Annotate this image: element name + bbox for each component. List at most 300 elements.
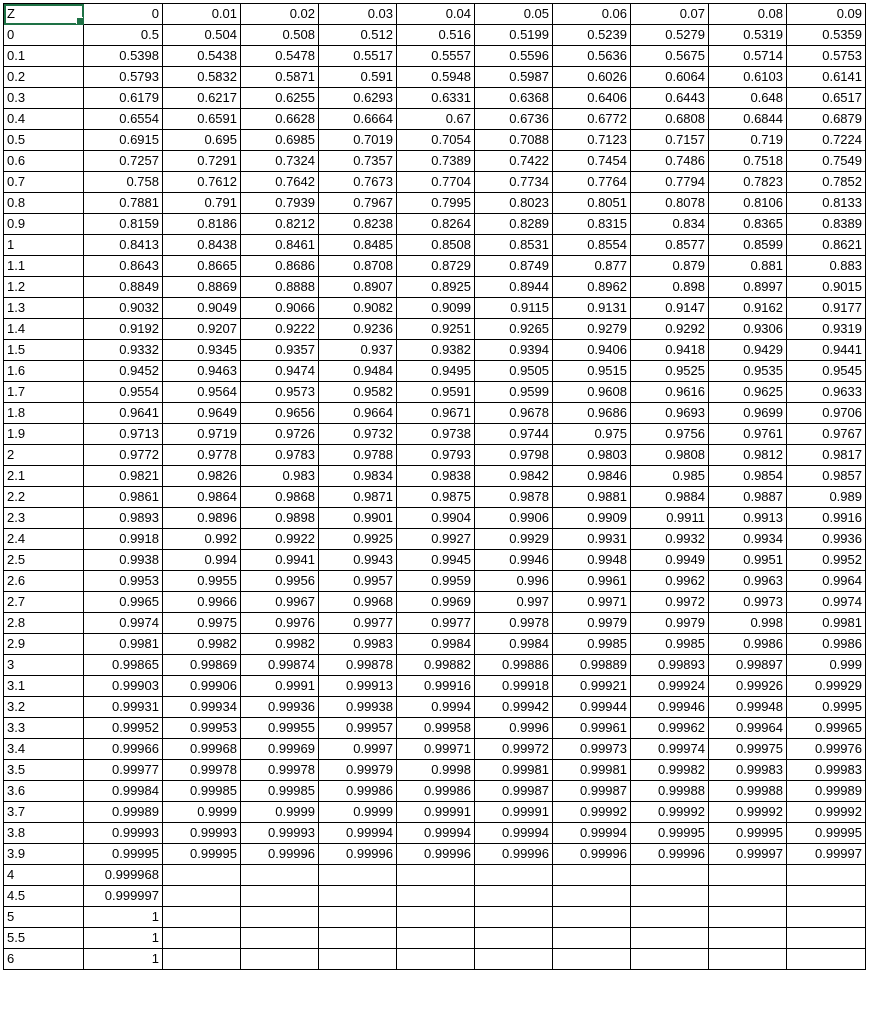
- z-value-cell[interactable]: 0: [4, 25, 84, 46]
- probability-cell[interactable]: 0.7054: [397, 130, 475, 151]
- probability-cell[interactable]: 0.504: [163, 25, 241, 46]
- probability-cell[interactable]: 0.9875: [397, 487, 475, 508]
- probability-cell[interactable]: 0.9881: [553, 487, 631, 508]
- z-value-cell[interactable]: 0.8: [4, 193, 84, 214]
- probability-cell[interactable]: 0.07: [631, 4, 709, 25]
- probability-cell[interactable]: 0.99957: [319, 718, 397, 739]
- z-value-cell[interactable]: 4.5: [4, 886, 84, 907]
- probability-cell[interactable]: 0.9265: [475, 319, 553, 340]
- probability-cell[interactable]: 0.9985: [553, 634, 631, 655]
- z-value-cell[interactable]: 1.1: [4, 256, 84, 277]
- probability-cell[interactable]: 0.99931: [84, 697, 163, 718]
- probability-cell[interactable]: 0.99996: [397, 844, 475, 865]
- probability-cell[interactable]: 0.99987: [553, 781, 631, 802]
- probability-cell[interactable]: 0.9783: [241, 445, 319, 466]
- probability-cell[interactable]: 0.99961: [553, 718, 631, 739]
- probability-cell[interactable]: 0.695: [163, 130, 241, 151]
- probability-cell[interactable]: 0.99906: [163, 676, 241, 697]
- probability-cell[interactable]: 0.7257: [84, 151, 163, 172]
- probability-cell[interactable]: 0.9945: [397, 550, 475, 571]
- probability-cell[interactable]: 0.9177: [787, 298, 866, 319]
- probability-cell[interactable]: 0.8849: [84, 277, 163, 298]
- probability-cell[interactable]: 0.7518: [709, 151, 787, 172]
- probability-cell[interactable]: 0.5319: [709, 25, 787, 46]
- probability-cell[interactable]: 0.8907: [319, 277, 397, 298]
- probability-cell[interactable]: 0.9066: [241, 298, 319, 319]
- probability-cell[interactable]: 0.9861: [84, 487, 163, 508]
- probability-cell[interactable]: 0.9817: [787, 445, 866, 466]
- probability-cell[interactable]: 0.5793: [84, 67, 163, 88]
- probability-cell[interactable]: 0.591: [319, 67, 397, 88]
- probability-cell[interactable]: 0.6985: [241, 130, 319, 151]
- probability-cell[interactable]: 0.9591: [397, 382, 475, 403]
- probability-cell[interactable]: 0.9984: [397, 634, 475, 655]
- probability-cell[interactable]: 0.99897: [709, 655, 787, 676]
- probability-cell[interactable]: 0.9545: [787, 361, 866, 382]
- probability-cell[interactable]: 0.5: [84, 25, 163, 46]
- probability-cell[interactable]: 0.9999: [241, 802, 319, 823]
- probability-cell[interactable]: 0.9418: [631, 340, 709, 361]
- probability-cell[interactable]: 0.9949: [631, 550, 709, 571]
- probability-cell[interactable]: 0.9441: [787, 340, 866, 361]
- probability-cell[interactable]: 0.9962: [631, 571, 709, 592]
- probability-cell[interactable]: 0.99986: [319, 781, 397, 802]
- probability-cell[interactable]: [397, 949, 475, 970]
- probability-cell[interactable]: 0.8264: [397, 214, 475, 235]
- probability-cell[interactable]: 0.9932: [631, 529, 709, 550]
- probability-cell[interactable]: 0.9599: [475, 382, 553, 403]
- probability-cell[interactable]: 0.8212: [241, 214, 319, 235]
- probability-cell[interactable]: [709, 949, 787, 970]
- probability-cell[interactable]: 0.99995: [84, 844, 163, 865]
- probability-cell[interactable]: 0.06: [553, 4, 631, 25]
- z-value-cell[interactable]: 2.1: [4, 466, 84, 487]
- z-value-cell[interactable]: 3.7: [4, 802, 84, 823]
- probability-cell[interactable]: 0.7389: [397, 151, 475, 172]
- probability-cell[interactable]: 0.99992: [709, 802, 787, 823]
- probability-cell[interactable]: 0.9049: [163, 298, 241, 319]
- probability-cell[interactable]: 0.6772: [553, 109, 631, 130]
- probability-cell[interactable]: [475, 886, 553, 907]
- probability-cell[interactable]: 0.9982: [163, 634, 241, 655]
- probability-cell[interactable]: 0.99977: [84, 760, 163, 781]
- probability-cell[interactable]: 0.8438: [163, 235, 241, 256]
- probability-cell[interactable]: 0.9099: [397, 298, 475, 319]
- probability-cell[interactable]: 0.99994: [397, 823, 475, 844]
- fill-handle[interactable]: [76, 17, 84, 25]
- z-value-cell[interactable]: 0.2: [4, 67, 84, 88]
- probability-cell[interactable]: [163, 928, 241, 949]
- probability-cell[interactable]: 0.8315: [553, 214, 631, 235]
- probability-cell[interactable]: 0.508: [241, 25, 319, 46]
- probability-cell[interactable]: 0.6443: [631, 88, 709, 109]
- probability-cell[interactable]: 0.8238: [319, 214, 397, 235]
- probability-cell[interactable]: 0.9974: [84, 613, 163, 634]
- probability-cell[interactable]: 0.8186: [163, 214, 241, 235]
- probability-cell[interactable]: 0.6179: [84, 88, 163, 109]
- probability-cell[interactable]: 0.6141: [787, 67, 866, 88]
- probability-cell[interactable]: [475, 907, 553, 928]
- probability-cell[interactable]: 0.9996: [475, 718, 553, 739]
- probability-cell[interactable]: 0.99886: [475, 655, 553, 676]
- probability-cell[interactable]: 0.9967: [241, 592, 319, 613]
- probability-cell[interactable]: 0.8888: [241, 277, 319, 298]
- probability-cell[interactable]: 0.9871: [319, 487, 397, 508]
- probability-cell[interactable]: 0.9906: [475, 508, 553, 529]
- probability-cell[interactable]: 1: [84, 928, 163, 949]
- probability-cell[interactable]: 0.9884: [631, 487, 709, 508]
- probability-cell[interactable]: 0.99995: [163, 844, 241, 865]
- probability-cell[interactable]: 0.9772: [84, 445, 163, 466]
- probability-cell[interactable]: 0.9738: [397, 424, 475, 445]
- probability-cell[interactable]: 0.994: [163, 550, 241, 571]
- probability-cell[interactable]: 0.6915: [84, 130, 163, 151]
- probability-cell[interactable]: 0.5753: [787, 46, 866, 67]
- probability-cell[interactable]: 0.9994: [397, 697, 475, 718]
- probability-cell[interactable]: 0.5987: [475, 67, 553, 88]
- probability-cell[interactable]: [787, 865, 866, 886]
- probability-cell[interactable]: 0.5478: [241, 46, 319, 67]
- probability-cell[interactable]: 0.9963: [709, 571, 787, 592]
- probability-cell[interactable]: 0.99995: [631, 823, 709, 844]
- probability-cell[interactable]: 0.03: [319, 4, 397, 25]
- z-value-cell[interactable]: 3.8: [4, 823, 84, 844]
- probability-cell[interactable]: 0.5832: [163, 67, 241, 88]
- probability-cell[interactable]: 0.8413: [84, 235, 163, 256]
- probability-cell[interactable]: 0: [84, 4, 163, 25]
- probability-cell[interactable]: 0.9251: [397, 319, 475, 340]
- probability-cell[interactable]: 0.7357: [319, 151, 397, 172]
- probability-cell[interactable]: 0.99869: [163, 655, 241, 676]
- probability-cell[interactable]: 0.9918: [84, 529, 163, 550]
- probability-cell[interactable]: 0.9976: [241, 613, 319, 634]
- probability-cell[interactable]: 0.99988: [631, 781, 709, 802]
- z-value-cell[interactable]: 1.3: [4, 298, 84, 319]
- probability-cell[interactable]: 0.9525: [631, 361, 709, 382]
- z-value-cell[interactable]: 3: [4, 655, 84, 676]
- probability-cell[interactable]: 0.99996: [475, 844, 553, 865]
- probability-cell[interactable]: 0.9616: [631, 382, 709, 403]
- probability-cell[interactable]: 0.99981: [475, 760, 553, 781]
- probability-cell[interactable]: 0.99952: [84, 718, 163, 739]
- probability-cell[interactable]: 0.9854: [709, 466, 787, 487]
- probability-cell[interactable]: 0.937: [319, 340, 397, 361]
- probability-cell[interactable]: [631, 949, 709, 970]
- probability-cell[interactable]: 0.9554: [84, 382, 163, 403]
- probability-cell[interactable]: 0.9934: [709, 529, 787, 550]
- probability-cell[interactable]: 0.9147: [631, 298, 709, 319]
- probability-cell[interactable]: [709, 865, 787, 886]
- probability-cell[interactable]: 0.9842: [475, 466, 553, 487]
- probability-cell[interactable]: 0.877: [553, 256, 631, 277]
- probability-cell[interactable]: [163, 907, 241, 928]
- probability-cell[interactable]: 0.02: [241, 4, 319, 25]
- probability-cell[interactable]: 0.99918: [475, 676, 553, 697]
- probability-cell[interactable]: 0.99992: [787, 802, 866, 823]
- probability-cell[interactable]: 0.9803: [553, 445, 631, 466]
- probability-cell[interactable]: 0.67: [397, 109, 475, 130]
- probability-cell[interactable]: 0.9913: [709, 508, 787, 529]
- probability-cell[interactable]: 0.8159: [84, 214, 163, 235]
- probability-cell[interactable]: 0.9864: [163, 487, 241, 508]
- probability-cell[interactable]: 0.9983: [319, 634, 397, 655]
- probability-cell[interactable]: 0.9981: [84, 634, 163, 655]
- probability-cell[interactable]: 0.8621: [787, 235, 866, 256]
- probability-cell[interactable]: 0.8485: [319, 235, 397, 256]
- probability-cell[interactable]: 0.99882: [397, 655, 475, 676]
- probability-cell[interactable]: 0.6517: [787, 88, 866, 109]
- probability-cell[interactable]: [319, 928, 397, 949]
- probability-cell[interactable]: 0.9834: [319, 466, 397, 487]
- probability-cell[interactable]: 0.6331: [397, 88, 475, 109]
- z-value-cell[interactable]: 2.6: [4, 571, 84, 592]
- probability-cell[interactable]: 0.9846: [553, 466, 631, 487]
- z-value-cell[interactable]: 0.3: [4, 88, 84, 109]
- probability-cell[interactable]: 0.5199: [475, 25, 553, 46]
- probability-cell[interactable]: 0.9719: [163, 424, 241, 445]
- probability-cell[interactable]: 0.9279: [553, 319, 631, 340]
- probability-cell[interactable]: 0.9965: [84, 592, 163, 613]
- probability-cell[interactable]: 0.9821: [84, 466, 163, 487]
- probability-cell[interactable]: 0.7764: [553, 172, 631, 193]
- probability-cell[interactable]: 0.9948: [553, 550, 631, 571]
- probability-cell[interactable]: 0.8708: [319, 256, 397, 277]
- probability-cell[interactable]: 0.99994: [319, 823, 397, 844]
- probability-cell[interactable]: 0.99946: [631, 697, 709, 718]
- probability-cell[interactable]: 0.99994: [475, 823, 553, 844]
- probability-cell[interactable]: 0.9986: [709, 634, 787, 655]
- probability-cell[interactable]: 0.7291: [163, 151, 241, 172]
- probability-cell[interactable]: [241, 865, 319, 886]
- probability-cell[interactable]: 0.5398: [84, 46, 163, 67]
- probability-cell[interactable]: 0.7324: [241, 151, 319, 172]
- probability-cell[interactable]: 0.9981: [787, 613, 866, 634]
- probability-cell[interactable]: 0.9974: [787, 592, 866, 613]
- z-value-cell[interactable]: 5: [4, 907, 84, 928]
- probability-cell[interactable]: 0.996: [475, 571, 553, 592]
- z-value-cell[interactable]: 2.9: [4, 634, 84, 655]
- probability-cell[interactable]: 0.834: [631, 214, 709, 235]
- probability-cell[interactable]: 0.5557: [397, 46, 475, 67]
- probability-cell[interactable]: 0.6736: [475, 109, 553, 130]
- probability-cell[interactable]: 0.9956: [241, 571, 319, 592]
- probability-cell[interactable]: 0.9979: [631, 613, 709, 634]
- probability-cell[interactable]: 0.99865: [84, 655, 163, 676]
- z-value-cell[interactable]: 1.5: [4, 340, 84, 361]
- probability-cell[interactable]: 0.9929: [475, 529, 553, 550]
- probability-cell[interactable]: 0.99991: [397, 802, 475, 823]
- probability-cell[interactable]: 0.08: [709, 4, 787, 25]
- probability-cell[interactable]: 0.6406: [553, 88, 631, 109]
- probability-cell[interactable]: 0.99976: [787, 739, 866, 760]
- probability-cell[interactable]: 0.9678: [475, 403, 553, 424]
- probability-cell[interactable]: 0.9826: [163, 466, 241, 487]
- probability-cell[interactable]: 0.9582: [319, 382, 397, 403]
- probability-cell[interactable]: 0.7939: [241, 193, 319, 214]
- probability-cell[interactable]: 0.99968: [163, 739, 241, 760]
- probability-cell[interactable]: 0.8599: [709, 235, 787, 256]
- probability-cell[interactable]: [553, 865, 631, 886]
- probability-cell[interactable]: 0.9671: [397, 403, 475, 424]
- probability-cell[interactable]: 0.7642: [241, 172, 319, 193]
- probability-cell[interactable]: 0.9474: [241, 361, 319, 382]
- probability-cell[interactable]: 0.99996: [631, 844, 709, 865]
- probability-cell[interactable]: 0.992: [163, 529, 241, 550]
- z-value-cell[interactable]: 4: [4, 865, 84, 886]
- probability-cell[interactable]: 0.9878: [475, 487, 553, 508]
- probability-cell[interactable]: 0.9979: [553, 613, 631, 634]
- probability-cell[interactable]: 0.9978: [475, 613, 553, 634]
- probability-cell[interactable]: [553, 928, 631, 949]
- probability-cell[interactable]: 0.9332: [84, 340, 163, 361]
- probability-cell[interactable]: 0.9082: [319, 298, 397, 319]
- probability-cell[interactable]: 0.997: [475, 592, 553, 613]
- probability-cell[interactable]: [241, 928, 319, 949]
- probability-cell[interactable]: 0.9838: [397, 466, 475, 487]
- probability-cell[interactable]: [709, 886, 787, 907]
- probability-cell[interactable]: 0.99974: [631, 739, 709, 760]
- probability-cell[interactable]: 0.9931: [553, 529, 631, 550]
- probability-cell[interactable]: [397, 907, 475, 928]
- probability-cell[interactable]: 0.9564: [163, 382, 241, 403]
- probability-cell[interactable]: 0.6103: [709, 67, 787, 88]
- probability-cell[interactable]: 0.8962: [553, 277, 631, 298]
- probability-cell[interactable]: 0.99982: [631, 760, 709, 781]
- probability-cell[interactable]: 0.9946: [475, 550, 553, 571]
- probability-cell[interactable]: 0.99966: [84, 739, 163, 760]
- z-value-cell[interactable]: 3.4: [4, 739, 84, 760]
- probability-cell[interactable]: 0.7612: [163, 172, 241, 193]
- probability-cell[interactable]: [631, 907, 709, 928]
- probability-cell[interactable]: 0.99993: [163, 823, 241, 844]
- probability-cell[interactable]: 0.99903: [84, 676, 163, 697]
- probability-cell[interactable]: 0.99955: [241, 718, 319, 739]
- probability-cell[interactable]: 0.879: [631, 256, 709, 277]
- probability-cell[interactable]: 0.9798: [475, 445, 553, 466]
- probability-cell[interactable]: 0.9968: [319, 592, 397, 613]
- probability-cell[interactable]: 0.99995: [787, 823, 866, 844]
- probability-cell[interactable]: 0.6293: [319, 88, 397, 109]
- probability-cell[interactable]: 0.7454: [553, 151, 631, 172]
- probability-cell[interactable]: [475, 949, 553, 970]
- probability-cell[interactable]: 0.9032: [84, 298, 163, 319]
- probability-cell[interactable]: 0.9808: [631, 445, 709, 466]
- probability-cell[interactable]: [787, 949, 866, 970]
- probability-cell[interactable]: 0.9713: [84, 424, 163, 445]
- probability-cell[interactable]: 0.9977: [319, 613, 397, 634]
- probability-cell[interactable]: 0.99983: [787, 760, 866, 781]
- probability-cell[interactable]: 0.5239: [553, 25, 631, 46]
- probability-cell[interactable]: 0.99958: [397, 718, 475, 739]
- probability-cell[interactable]: 0.8508: [397, 235, 475, 256]
- probability-cell[interactable]: 0.9207: [163, 319, 241, 340]
- probability-cell[interactable]: 0.998: [709, 613, 787, 634]
- probability-cell[interactable]: 0.9573: [241, 382, 319, 403]
- z-value-cell[interactable]: 1.4: [4, 319, 84, 340]
- probability-cell[interactable]: 0.9306: [709, 319, 787, 340]
- probability-cell[interactable]: 0.99993: [84, 823, 163, 844]
- probability-cell[interactable]: 0.983: [241, 466, 319, 487]
- probability-cell[interactable]: 0.99987: [475, 781, 553, 802]
- probability-cell[interactable]: 0.9966: [163, 592, 241, 613]
- probability-cell[interactable]: 0.6217: [163, 88, 241, 109]
- probability-cell[interactable]: 0.9893: [84, 508, 163, 529]
- probability-cell[interactable]: 0.9961: [553, 571, 631, 592]
- probability-cell[interactable]: 0.9192: [84, 319, 163, 340]
- probability-cell[interactable]: 1: [84, 907, 163, 928]
- probability-cell[interactable]: 0.8554: [553, 235, 631, 256]
- probability-cell[interactable]: 0.9936: [787, 529, 866, 550]
- probability-cell[interactable]: 0.99984: [84, 781, 163, 802]
- probability-cell[interactable]: 0.8023: [475, 193, 553, 214]
- probability-cell[interactable]: 0.9969: [397, 592, 475, 613]
- probability-cell[interactable]: 0.7123: [553, 130, 631, 151]
- z-value-cell[interactable]: 1.6: [4, 361, 84, 382]
- probability-cell[interactable]: 0.9788: [319, 445, 397, 466]
- probability-cell[interactable]: [397, 865, 475, 886]
- probability-cell[interactable]: 0.7486: [631, 151, 709, 172]
- probability-cell[interactable]: 0.9971: [553, 592, 631, 613]
- z-value-cell[interactable]: 3.3: [4, 718, 84, 739]
- probability-cell[interactable]: [241, 907, 319, 928]
- z-value-cell[interactable]: 6: [4, 949, 84, 970]
- z-value-cell[interactable]: 1.7: [4, 382, 84, 403]
- probability-cell[interactable]: 0.9744: [475, 424, 553, 445]
- probability-cell[interactable]: 0.9406: [553, 340, 631, 361]
- probability-cell[interactable]: 0.999968: [84, 865, 163, 886]
- probability-cell[interactable]: [319, 907, 397, 928]
- probability-cell[interactable]: 0.7823: [709, 172, 787, 193]
- probability-cell[interactable]: 0.99985: [241, 781, 319, 802]
- probability-cell[interactable]: [631, 886, 709, 907]
- probability-cell[interactable]: 0.9162: [709, 298, 787, 319]
- z-value-cell[interactable]: 0.4: [4, 109, 84, 130]
- probability-cell[interactable]: 0.9972: [631, 592, 709, 613]
- probability-cell[interactable]: 0.9505: [475, 361, 553, 382]
- probability-cell[interactable]: 0.9484: [319, 361, 397, 382]
- probability-cell[interactable]: 0.6844: [709, 109, 787, 130]
- probability-cell[interactable]: 0.9625: [709, 382, 787, 403]
- probability-cell[interactable]: 0.6664: [319, 109, 397, 130]
- probability-cell[interactable]: 0.99969: [241, 739, 319, 760]
- probability-cell[interactable]: 0.99996: [319, 844, 397, 865]
- probability-cell[interactable]: 0.99924: [631, 676, 709, 697]
- probability-cell[interactable]: [709, 907, 787, 928]
- probability-cell[interactable]: 0.9732: [319, 424, 397, 445]
- z-value-cell[interactable]: 3.6: [4, 781, 84, 802]
- probability-cell[interactable]: 0.9649: [163, 403, 241, 424]
- probability-cell[interactable]: 0.99953: [163, 718, 241, 739]
- probability-cell[interactable]: 0.5279: [631, 25, 709, 46]
- probability-cell[interactable]: 0.7088: [475, 130, 553, 151]
- probability-cell[interactable]: 0.99938: [319, 697, 397, 718]
- probability-cell[interactable]: 0.9927: [397, 529, 475, 550]
- probability-cell[interactable]: 0.9964: [787, 571, 866, 592]
- probability-cell[interactable]: 0.99983: [709, 760, 787, 781]
- probability-cell[interactable]: 0.9984: [475, 634, 553, 655]
- probability-cell[interactable]: 0.6255: [241, 88, 319, 109]
- probability-cell[interactable]: 0.9236: [319, 319, 397, 340]
- probability-cell[interactable]: 0.01: [163, 4, 241, 25]
- probability-cell[interactable]: 0.9957: [319, 571, 397, 592]
- probability-cell[interactable]: [787, 928, 866, 949]
- probability-cell[interactable]: 0.99965: [787, 718, 866, 739]
- probability-cell[interactable]: 0.9986: [787, 634, 866, 655]
- probability-cell[interactable]: 0.9756: [631, 424, 709, 445]
- probability-cell[interactable]: 0.8749: [475, 256, 553, 277]
- probability-cell[interactable]: 0.5438: [163, 46, 241, 67]
- probability-cell[interactable]: 0.9955: [163, 571, 241, 592]
